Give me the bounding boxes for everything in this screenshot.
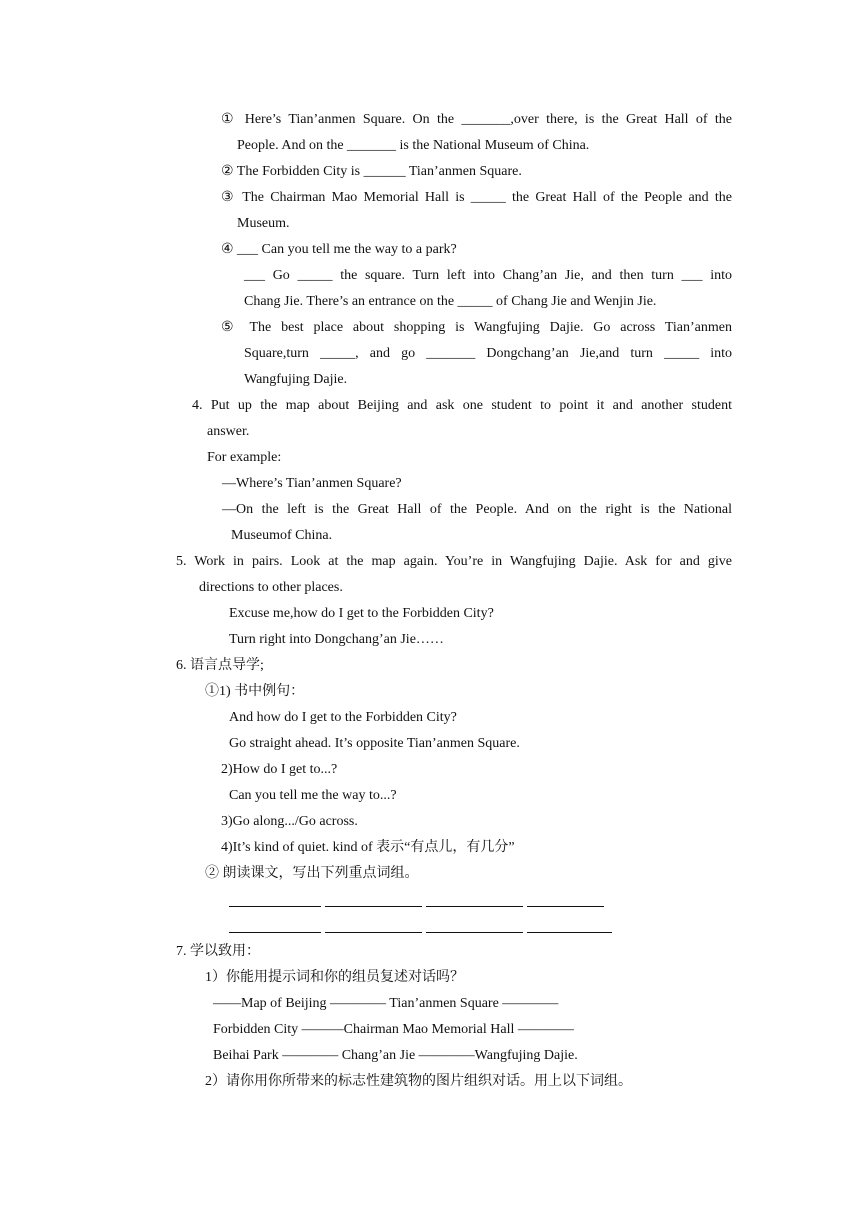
- example-answer-line-2: Museumof China.: [231, 528, 333, 543]
- section-6-sentence-1: And how do I get to the Forbidden City?: [229, 710, 457, 725]
- section-4-line-1: 4. Put up the map about Beijing and ask one student to point it and another student: [192, 398, 732, 413]
- section-4-line-2: answer.: [207, 424, 250, 439]
- section-6-point-4: 4)It’s kind of quiet. kind of 表示“有点儿，有几分”: [221, 840, 515, 855]
- section-6-sub-1: ①1) 书中例句：: [205, 684, 305, 699]
- section-7-question-1: 1）你能用提示词和你的组员复述对话吗？: [205, 970, 464, 985]
- item-4-line-2: ___ Go _____ the square. Turn left into Chang’an Jie, and then turn ___ into: [244, 268, 732, 283]
- example-question: —Where’s Tian’anmen Square?: [222, 476, 402, 491]
- answer-line[interactable]: [426, 906, 523, 907]
- section-5-example-2: Turn right into Dongchang’an Jie……: [229, 632, 444, 647]
- item-5-line-1: ⑤ The best place about shopping is Wangfujing Dajie. Go across Tian’anmen: [221, 320, 732, 335]
- section-5-line-2: directions to other places.: [199, 580, 343, 595]
- item-3-line-1: ③ The Chairman Mao Memorial Hall is _____ the Great Hall of the People and the: [221, 190, 732, 205]
- item-1-line-2: People. And on the _______ is the National Museum of China.: [237, 138, 590, 153]
- item-5-line-3: Wangfujing Dajie.: [244, 372, 348, 387]
- section-7-cue-2: Forbidden City ———Chairman Mao Memorial Hall ————: [213, 1022, 574, 1037]
- section-5-line-1: 5. Work in pairs. Look at the map again. You’re in Wangfujing Dajie. Ask for and give: [176, 554, 732, 569]
- item-3-line-2: Museum.: [237, 216, 290, 231]
- section-7-cue-1: ——Map of Beijing ———— Tian’anmen Square ————: [213, 996, 559, 1011]
- section-5-example-1: Excuse me,how do I get to the Forbidden City?: [229, 606, 494, 621]
- section-7-question-2: 2）请你用你所带来的标志性建筑物的图片组织对话。用上以下词组。: [205, 1074, 632, 1089]
- section-7-cue-3: Beihai Park ———— Chang’an Jie ————Wangfujing Dajie.: [213, 1048, 578, 1063]
- item-2: ② The Forbidden City is ______ Tian’anmen Square.: [221, 164, 522, 179]
- section-6-point-2: 2)How do I get to...?: [221, 762, 338, 777]
- example-answer-line-1: —On the left is the Great Hall of the People. And on the right is the National: [222, 502, 732, 517]
- section-6-heading: 6. 语言点导学;: [176, 658, 264, 673]
- section-7-heading: 7. 学以致用：: [176, 944, 260, 959]
- answer-line[interactable]: [229, 906, 321, 907]
- item-1-line-1: ① Here’s Tian’anmen Square. On the _______,over there, is the Great Hall of the: [221, 112, 732, 127]
- section-6-point-3: 3)Go along.../Go across.: [221, 814, 358, 829]
- item-4-line-1: ④ ___ Can you tell me the way to a park?: [221, 242, 457, 257]
- answer-line[interactable]: [325, 932, 422, 933]
- answer-line[interactable]: [229, 932, 321, 933]
- answer-line[interactable]: [426, 932, 523, 933]
- section-6-point-2b: Can you tell me the way to...?: [229, 788, 397, 803]
- item-5-line-2: Square,turn _____, and go _______ Dongchang’an Jie,and turn _____ into: [244, 346, 732, 361]
- answer-line[interactable]: [527, 906, 604, 907]
- item-4-line-3: Chang Jie. There’s an entrance on the _____ of Chang Jie and Wenjin Jie.: [244, 294, 657, 309]
- example-label: For example:: [207, 450, 282, 465]
- answer-line[interactable]: [527, 932, 612, 933]
- section-6-sub-2: ② 朗读课文，写出下列重点词组。: [205, 866, 419, 881]
- answer-line[interactable]: [325, 906, 422, 907]
- section-6-sentence-2: Go straight ahead. It’s opposite Tian’anmen Square.: [229, 736, 520, 751]
